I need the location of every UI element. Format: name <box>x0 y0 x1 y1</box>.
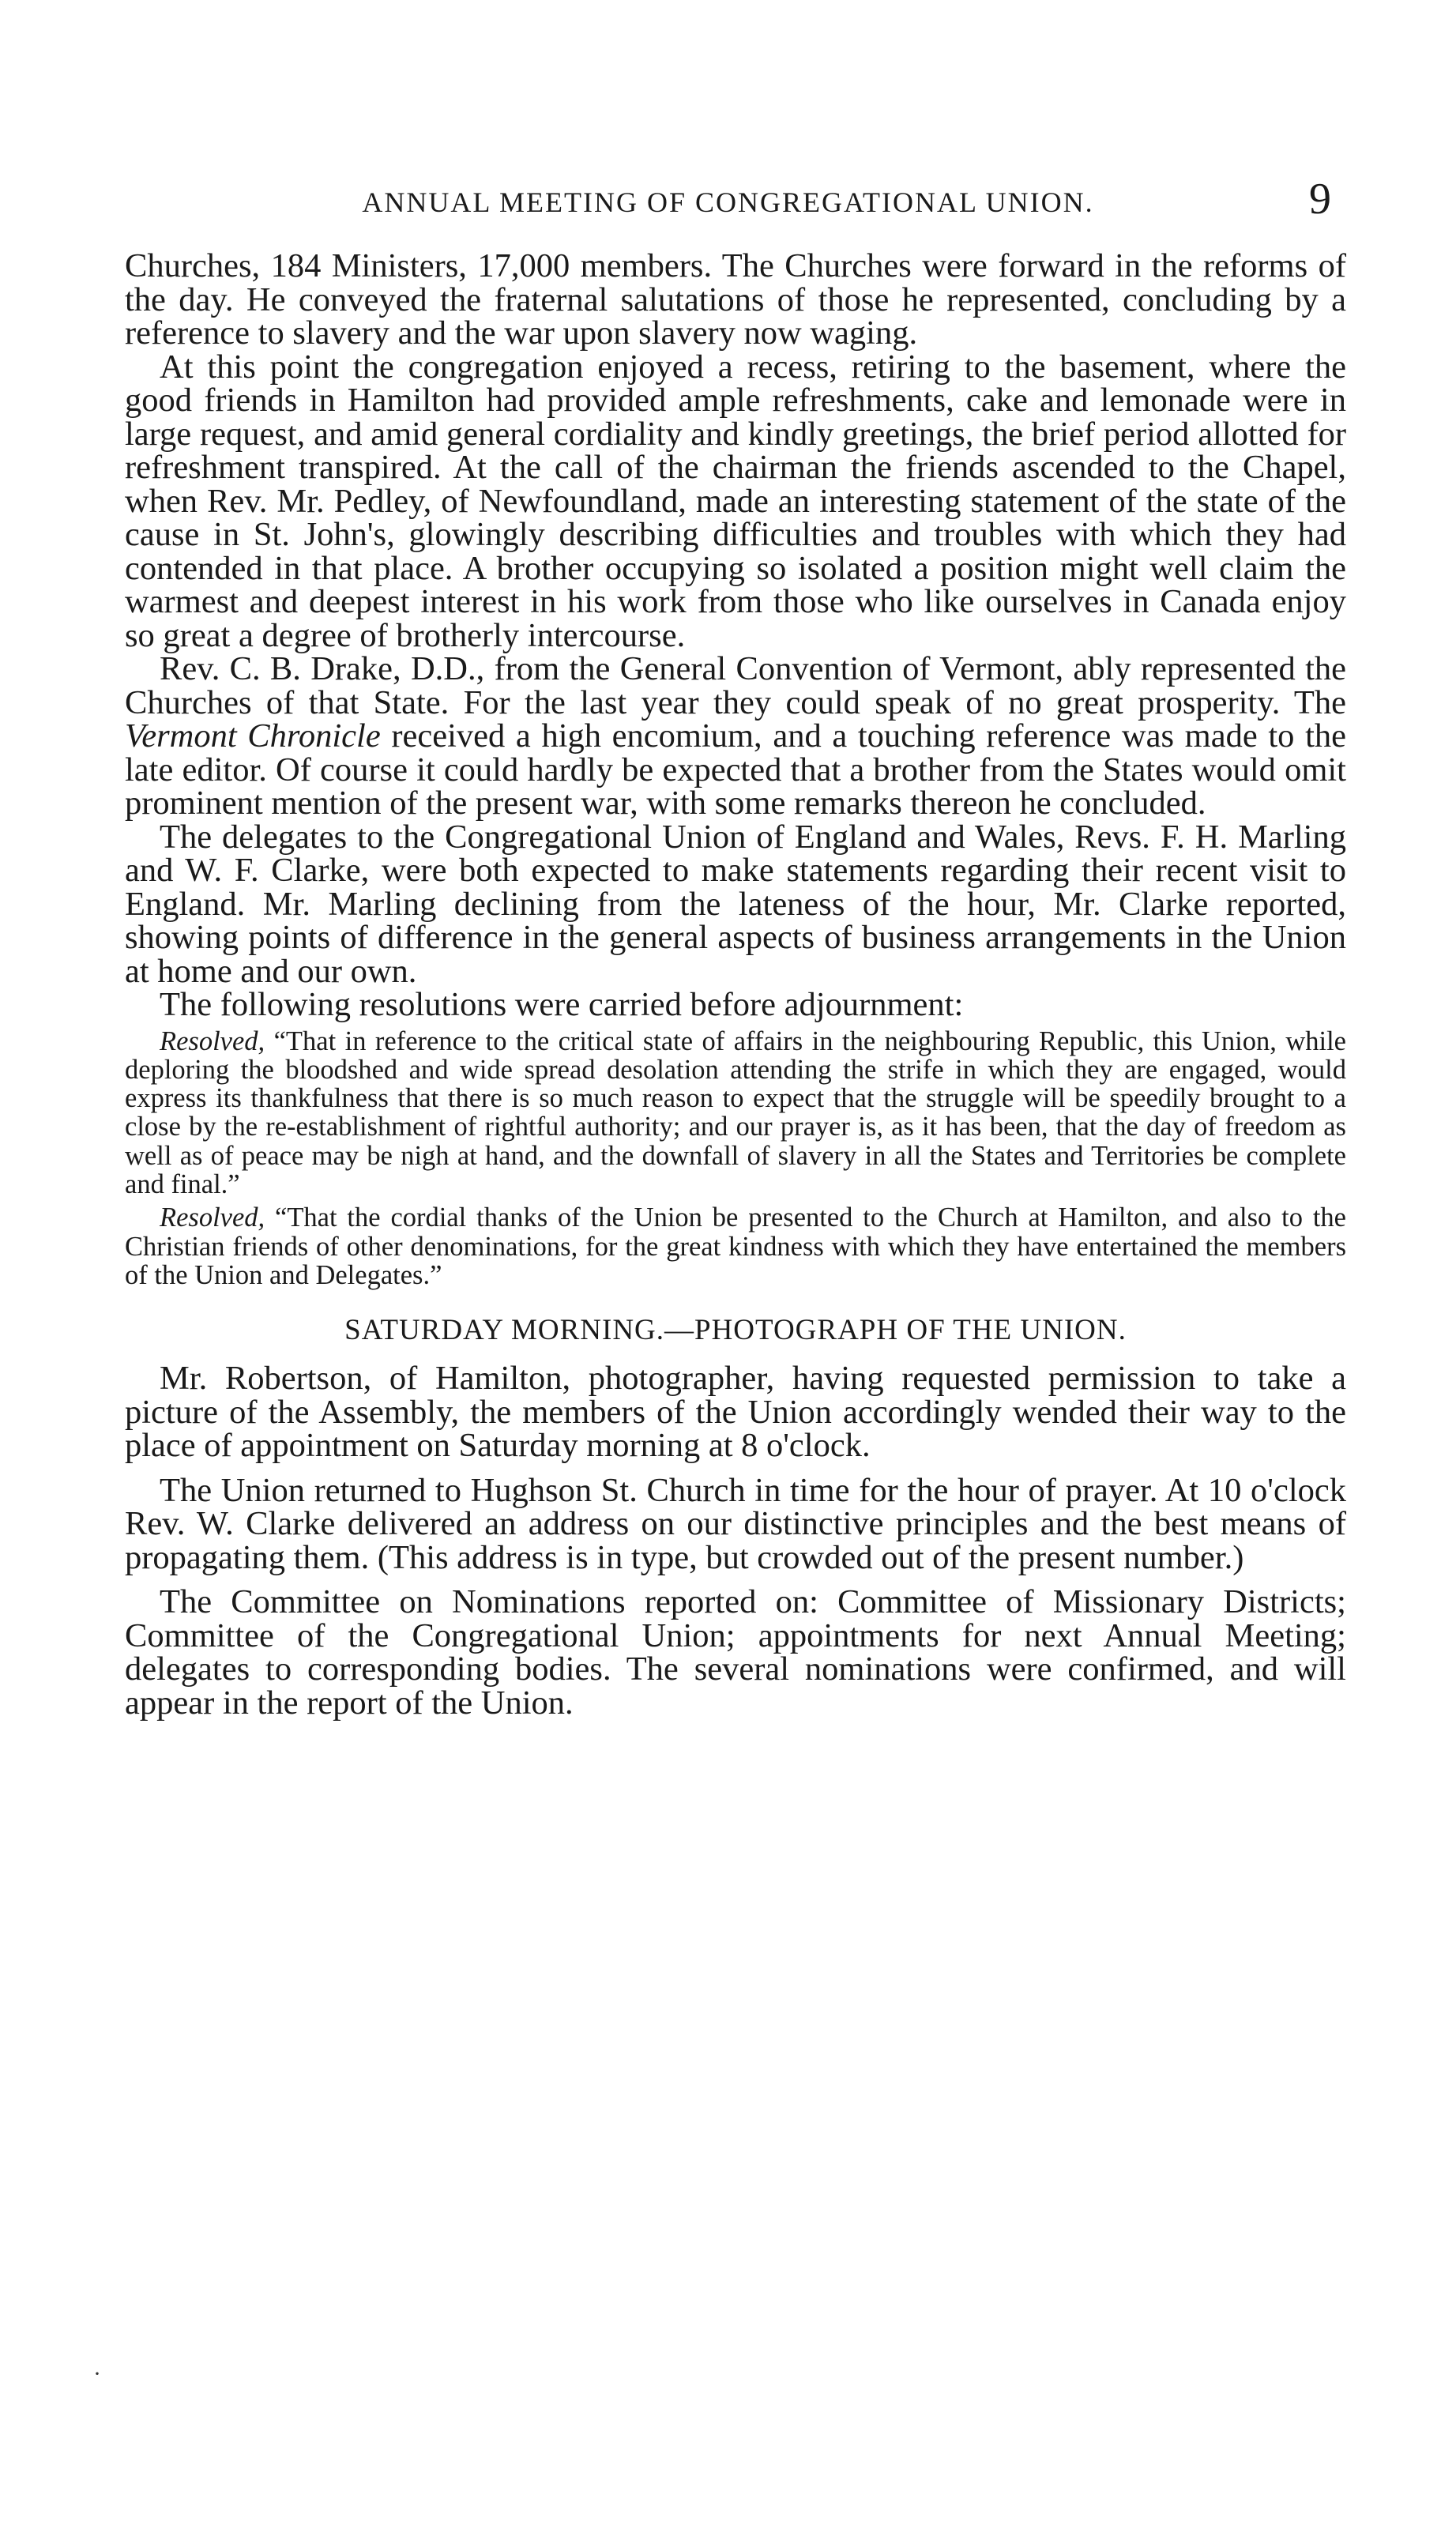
resolution-tag: Resolved, <box>160 1202 265 1233</box>
paragraph-recess: At this point the congregation enjoyed a recess, retiring to the basement, where the good friends in Hamilton had provided ample refreshments, cake and lemonade were in large request, and amid general cordiality and kindly greetings, the brief period allotted for refreshment transpired. At the call of the chairman the friends ascended to the Chapel, when Rev. Mr. Pedley, of Newfoundland, made an interesting statement of the state of the cause in St. John's, glowingly describing difficulties and troubles with which they had contended in that place. A brother occupying so isolated a position might well claim the warmest and deepest interest in his work from those who like ourselves in Canada enjoy so great a degree of brotherly intercourse. <box>125 348 1346 654</box>
running-head <box>125 175 1331 226</box>
resolution-text: “That in reference to the critical state of affairs in the neighbouring Republic, this Union, while deploring the bloodshed and wide spread desolation attending the strife in which they are engaged, would express its thankfulness that there is so much reason to expect that the struggle will be speedily brought to a close by the re-establishment of rightful authority; and our prayer is, as it has been, that the day of freedom as well as of peace may be nigh at hand, and the downfall of slavery in all the States and Territories be complete and final.” <box>125 1026 1346 1199</box>
paragraph-photograph: Mr. Robertson, of Hamilton, photographer, having requested permission to take a picture of the Assembly, the members of the Union accordingly wended their way to the place of appointment on Saturday morning at 8 o'clock. <box>125 1360 1346 1465</box>
resolution-tag: Resolved, <box>160 1026 265 1056</box>
periodical-title: Vermont Chronicle <box>125 717 381 755</box>
paragraph-address: The Union returned to Hughson St. Church in time for the hour of prayer. At 10 o'clock Rev. W. Clarke delivered an address on our distinctive principles and the best means of propagating them. (This address is in type, but crowded out of the present number.) <box>125 1471 1346 1576</box>
paragraph-nominations: The Committee on Nominations reported on: Committee of Missionary Districts; Committee of the Congregational Union; appointments for next Annual Meeting; delegates to corresponding bodies. The several nominations were confirmed, and will appear in the report of the Union. <box>125 1583 1346 1722</box>
paragraph-delegates: The delegates to the Congregational Union of England and Wales, Revs. F. H. Marling and W. F. Clarke, were both expected to make statements regarding their recent visit to England. Mr. Marling declining from the lateness of the hour, Mr. Clarke reported, showing points of difference in the general aspects of business arrangements in the Union at home and our own. <box>125 818 1346 990</box>
section-heading: SATURDAY MORNING.—PHOTOGRAPH OF THE UNION. <box>344 1314 1127 1347</box>
resolution-first <box>125 1027 1346 1199</box>
resolution-second <box>125 1203 1346 1289</box>
paragraph-vermont <box>125 650 1346 822</box>
stray-ink-mark: · <box>93 2361 101 2387</box>
page-number: 9 <box>1309 175 1331 224</box>
paragraph-vermont-text-b: received a high encomium, and a touching reference was made to the late editor. Of course it could hardly be expected that a brother from the States would omit prominent mention of the present war, with some remarks thereon he concluded. <box>125 717 1346 822</box>
paragraph-continuation: Churches, 184 Ministers, 17,000 members. The Churches were forward in the reforms of the day. He conveyed the fraternal salutations of those he represented, concluding by a reference to slavery and the war upon slavery now waging. <box>125 247 1346 352</box>
paragraph-resolutions-intro: The following resolutions were carried before adjournment: <box>160 986 964 1023</box>
resolution-text: “That the cordial thanks of the Union be presented to the Church at Hamilton, and also to the Christian friends of other denominations, for the great kindness with which they have entertained the members of the Union and Delegates.” <box>125 1202 1346 1290</box>
article-body <box>125 247 1346 1722</box>
running-title: ANNUAL MEETING OF CONGREGATIONAL UNION. <box>362 186 1094 218</box>
paragraph-vermont-text-a: Rev. C. B. Drake, D.D., from the General Convention of Vermont, ably represented the Churches of that State. For the last year they could speak of no great prosperity. The <box>125 650 1346 721</box>
